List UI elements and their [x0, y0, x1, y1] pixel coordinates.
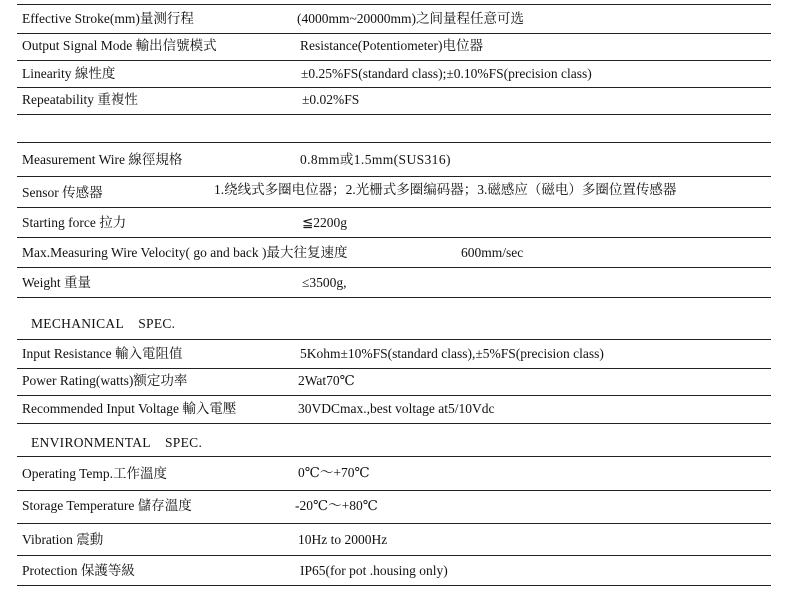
spec-value: 2Wat70℃	[298, 373, 355, 388]
spec-row-effective-stroke	[17, 4, 771, 34]
spec-label: Sensor 传感器	[22, 185, 103, 200]
spec-row-operating-temp	[17, 456, 771, 491]
spec-row-vibration	[17, 523, 771, 556]
spec-row-sensor	[17, 175, 771, 208]
spec-value: 600mm/sec	[461, 245, 524, 260]
spec-label: Storage Temperature 儲存溫度	[22, 498, 192, 513]
spec-row-weight	[17, 267, 771, 298]
spec-row-max-velocity	[17, 237, 771, 268]
spec-value: ≤3500g,	[302, 275, 347, 290]
spec-value: 1.绕线式多圈电位器；2.光栅式多圈编码器；3.磁感应（磁电）多圈位置传感器	[214, 182, 677, 197]
mechanical-section-title: MECHANICAL SPEC.	[31, 316, 176, 331]
spec-row-linearity	[17, 60, 771, 88]
spec-label: Protection 保護等級	[22, 563, 135, 578]
spec-label: Linearity 線性度	[22, 66, 116, 81]
spec-label: Starting force 拉力	[22, 215, 127, 230]
spec-value: ±0.25%FS(standard class);±0.10%FS(precision class)	[301, 66, 592, 81]
environmental-section-title: ENVIRONMENTAL SPEC.	[31, 435, 203, 450]
spec-label: Vibration 震動	[22, 532, 104, 547]
spec-value: Resistance(Potentiometer)电位器	[300, 38, 483, 53]
spec-value: (4000mm~20000mm)之间量程任意可选	[297, 11, 525, 26]
spec-label: Measurement Wire 線徑規格	[22, 152, 183, 167]
spec-value: 0℃～+70℃	[298, 465, 370, 480]
spec-value: 30VDCmax.,best voltage at5/10Vdc	[298, 401, 495, 416]
spec-value: 10Hz to 2000Hz	[298, 532, 388, 547]
spec-label: Repeatability 重複性	[22, 92, 138, 107]
spec-row-input-voltage	[17, 395, 771, 424]
spec-row-protection	[17, 555, 771, 586]
spec-label: Effective Stroke(mm)量测行程	[22, 11, 194, 26]
spec-label: Max.Measuring Wire Velocity( go and back )最大往复速度	[22, 245, 348, 260]
spec-value: 5Kohm±10%FS(standard class),±5%FS(precision class)	[300, 346, 604, 361]
spec-row-output-signal	[17, 32, 771, 61]
spec-row-starting-force	[17, 207, 771, 238]
spec-label: Power Rating(watts)额定功率	[22, 373, 188, 388]
spec-label: Recommended Input Voltage 輸入電壓	[22, 401, 237, 416]
spec-label: Output Signal Mode 輸出信號模式	[22, 38, 217, 53]
spec-value: ±0.02%FS	[302, 92, 360, 107]
spec-row-power-rating	[17, 367, 771, 396]
spec-row-storage-temp	[17, 489, 771, 524]
spec-value: IP65(for pot .housing only)	[300, 563, 448, 578]
spec-value: 0.8mm或1.5mm(SUS316)	[300, 152, 451, 167]
spec-value: ≦2200g	[302, 215, 348, 230]
spec-label: Input Resistance 輸入電阻值	[22, 346, 183, 361]
spec-row-repeatability	[17, 87, 771, 115]
spec-label: Operating Temp.工作溫度	[22, 466, 168, 481]
spec-label: Weight 重量	[22, 275, 92, 290]
spec-row-measurement-wire	[17, 142, 771, 177]
spec-value: -20℃～+80℃	[295, 498, 378, 513]
spec-row-input-resistance	[17, 339, 771, 369]
